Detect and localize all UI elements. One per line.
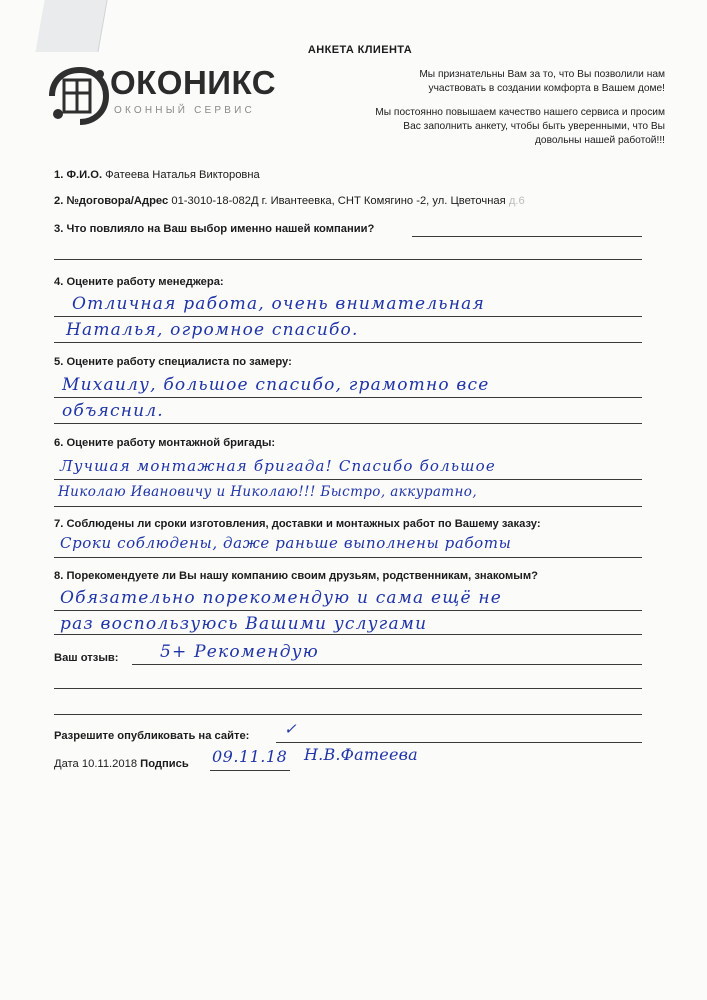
q8-answer-line-2: раз воспользуюсь Вашими услугами	[60, 614, 428, 634]
answer-line	[54, 714, 642, 715]
scotch-tape	[35, 0, 107, 52]
q5-answer-line-1: Михаилу, большое спасибо, грамотно все	[62, 375, 490, 395]
answer-line	[54, 557, 642, 558]
publish-checkmark: ✓	[284, 720, 298, 738]
q6-answer-line-1: Лучшая монтажная бригада! Спасибо большое	[60, 457, 496, 475]
answer-line	[54, 688, 642, 689]
answer-line	[54, 634, 642, 635]
field-fio-value: Фатеева Наталья Викторовна	[105, 169, 260, 181]
form-title: АНКЕТА КЛИЕНТА	[307, 44, 413, 56]
q5-answer-line-2: объяснил.	[62, 401, 164, 421]
field-contract-faded: д.6	[508, 195, 525, 207]
question-6-label: 6. Оцените работу монтажной бригады:	[54, 437, 276, 449]
q4-answer-line-1: Отличная работа, очень внимательная	[72, 294, 485, 314]
intro-paragraph-2: Мы постоянно повышаем качество нашего сервиса и просим Вас заполнить анкету, чтобы быть уверенными, что Вы довольны нашей работой!!!	[375, 107, 665, 146]
intro-text	[370, 68, 665, 158]
signature: Н.В.Фатеева	[304, 745, 418, 764]
field-contract-label: 2. №договора/Адрес	[54, 195, 169, 207]
date-signature-row	[54, 758, 189, 770]
field-fio	[54, 169, 260, 181]
brand-subtitle: ОКОННЫЙ СЕРВИС	[114, 105, 255, 116]
question-8-label: 8. Порекомендуете ли Вы нашу компанию своим друзьям, родственникам, знакомым?	[54, 570, 538, 582]
signature-date-underline	[210, 770, 290, 771]
window-icon	[44, 66, 114, 126]
intro-paragraph-1: Мы признательны Вам за то, что Вы позволили нам участвовать в создании комфорта в Вашем доме!	[419, 69, 665, 94]
signature-label: Подпись	[140, 758, 189, 770]
q6-answer-line-2: Николаю Ивановичу и Николаю!!! Быстро, аккуратно,	[58, 484, 478, 500]
answer-line	[54, 506, 642, 507]
q4-answer-line-2: Наталья, огромное спасибо.	[66, 320, 359, 340]
answer-line	[54, 610, 642, 611]
q8-answer-line-1: Обязательно порекомендую и сама ещё не	[60, 588, 502, 608]
field-contract-address	[54, 195, 525, 207]
question-7-label: 7. Соблюдены ли сроки изготовления, доставки и монтажных работ по Вашему заказу:	[54, 518, 541, 530]
question-5-label: 5. Оцените работу специалиста по замеру:	[54, 356, 292, 368]
answer-line	[412, 236, 642, 237]
q7-answer: Сроки соблюдены, даже раньше выполнены работы	[60, 534, 512, 552]
company-logo	[44, 64, 277, 126]
signature-date: 09.11.18	[212, 747, 288, 766]
answer-line	[54, 479, 642, 480]
answer-line	[54, 397, 642, 398]
answer-line	[54, 342, 642, 343]
answer-line	[276, 742, 642, 743]
publish-label: Разрешите опубликовать на сайте:	[54, 730, 250, 742]
review-label: Ваш отзыв:	[54, 652, 119, 664]
answer-line	[54, 259, 642, 260]
answer-line	[132, 664, 642, 665]
question-3-label: 3. Что повлияло на Ваш выбор именно нашей компании?	[54, 223, 375, 235]
field-contract-value: 01-3010-18-082Д г. Ивантеевка, СНТ Комягино -2, ул. Цветочная	[171, 195, 506, 207]
question-4-label: 4. Оцените работу менеджера:	[54, 276, 224, 288]
brand-name: ОКОНИКС	[110, 64, 277, 101]
review-answer: 5+ Рекомендую	[160, 642, 319, 662]
field-fio-label: 1. Ф.И.О.	[54, 169, 103, 181]
date-label: Дата 10.11.2018	[54, 758, 138, 770]
answer-line	[54, 316, 642, 317]
answer-line	[54, 423, 642, 424]
